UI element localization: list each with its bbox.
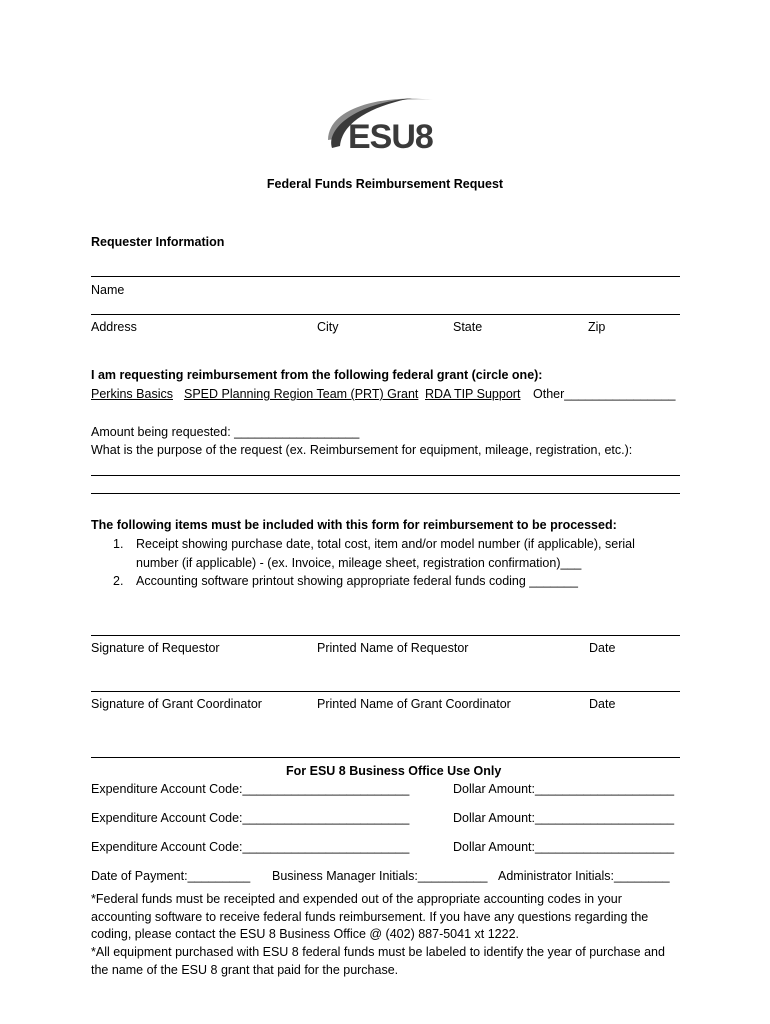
dollar-amount-3[interactable]: Dollar Amount:____________________: [453, 840, 675, 854]
address-label: Address: [91, 320, 137, 334]
administrator-initials[interactable]: Administrator Initials:________: [498, 869, 670, 883]
name-label: Name: [91, 283, 125, 297]
account-code-1[interactable]: Expenditure Account Code:________________________: [91, 782, 410, 796]
requester-heading: Requester Information: [91, 235, 225, 249]
coordinator-date-label: Date: [589, 697, 616, 711]
grant-option-rda[interactable]: RDA TIP Support: [425, 387, 521, 401]
logo-text: ESU8: [348, 118, 433, 156]
requestor-date-label: Date: [589, 641, 616, 655]
requirement-1-line2: number (if applicable) - (ex. Invoice, mileage sheet, registration confirmation)___: [136, 556, 582, 570]
purpose-line-1[interactable]: [91, 475, 680, 476]
note-federal-funds: *Federal funds must be receipted and expended out of the appropriate accounting codes in your accounting software to receive federal funds reimbursement. If you have any questions regarding the coding, please contact the ESU 8 Business Office @ (402) 887-5041 xt 1222.: [91, 892, 649, 941]
grant-heading: I am requesting reimbursement from the following federal grant (circle one):: [91, 368, 543, 382]
page-title: Federal Funds Reimbursement Request: [266, 177, 504, 191]
city-label: City: [317, 320, 339, 334]
coordinator-signature-line[interactable]: [91, 691, 680, 692]
name-line[interactable]: [91, 276, 680, 277]
account-code-3[interactable]: Expenditure Account Code:________________________: [91, 840, 410, 854]
office-heading: For ESU 8 Business Office Use Only: [286, 764, 502, 778]
office-divider: [91, 757, 680, 758]
requirement-2-number: 2.: [113, 574, 124, 588]
requestor-signature-label: Signature of Requestor: [91, 641, 220, 655]
address-line[interactable]: [91, 314, 680, 315]
grant-option-sped[interactable]: SPED Planning Region Team (PRT) Grant: [184, 387, 419, 401]
requirements-heading: The following items must be included with this form for reimbursement to be processed:: [91, 518, 617, 532]
account-code-2[interactable]: Expenditure Account Code:________________________: [91, 811, 410, 825]
purpose-label: What is the purpose of the request (ex. Reimbursement for equipment, mileage, registration, etc.):: [91, 443, 633, 457]
date-of-payment[interactable]: Date of Payment:_________: [91, 869, 251, 883]
dollar-amount-1[interactable]: Dollar Amount:____________________: [453, 782, 675, 796]
state-label: State: [453, 320, 483, 334]
requirement-1-number: 1.: [113, 537, 124, 551]
amount-label[interactable]: Amount being requested: __________________: [91, 425, 360, 439]
purpose-line-2[interactable]: [91, 493, 680, 494]
esu8-logo: [322, 90, 446, 166]
requirement-1-line1: Receipt showing purchase date, total cost, item and/or model number (if applicable), serial: [136, 537, 635, 551]
dollar-amount-2[interactable]: Dollar Amount:____________________: [453, 811, 675, 825]
zip-label: Zip: [588, 320, 606, 334]
grant-option-perkins[interactable]: Perkins Basics: [91, 387, 173, 401]
business-manager-initials[interactable]: Business Manager Initials:__________: [272, 869, 488, 883]
note-equipment-labeling: *All equipment purchased with ESU 8 federal funds must be labeled to identify the year of purchase and the name of the ESU 8 grant that paid for the purchase.: [91, 945, 665, 977]
grant-option-other[interactable]: Other________________: [533, 387, 676, 401]
requirement-2-line1: Accounting software printout showing appropriate federal funds coding _______: [136, 574, 578, 588]
coordinator-signature-label: Signature of Grant Coordinator: [91, 697, 262, 711]
requestor-signature-line[interactable]: [91, 635, 680, 636]
coordinator-printed-label: Printed Name of Grant Coordinator: [317, 697, 511, 711]
requestor-printed-label: Printed Name of Requestor: [317, 641, 469, 655]
